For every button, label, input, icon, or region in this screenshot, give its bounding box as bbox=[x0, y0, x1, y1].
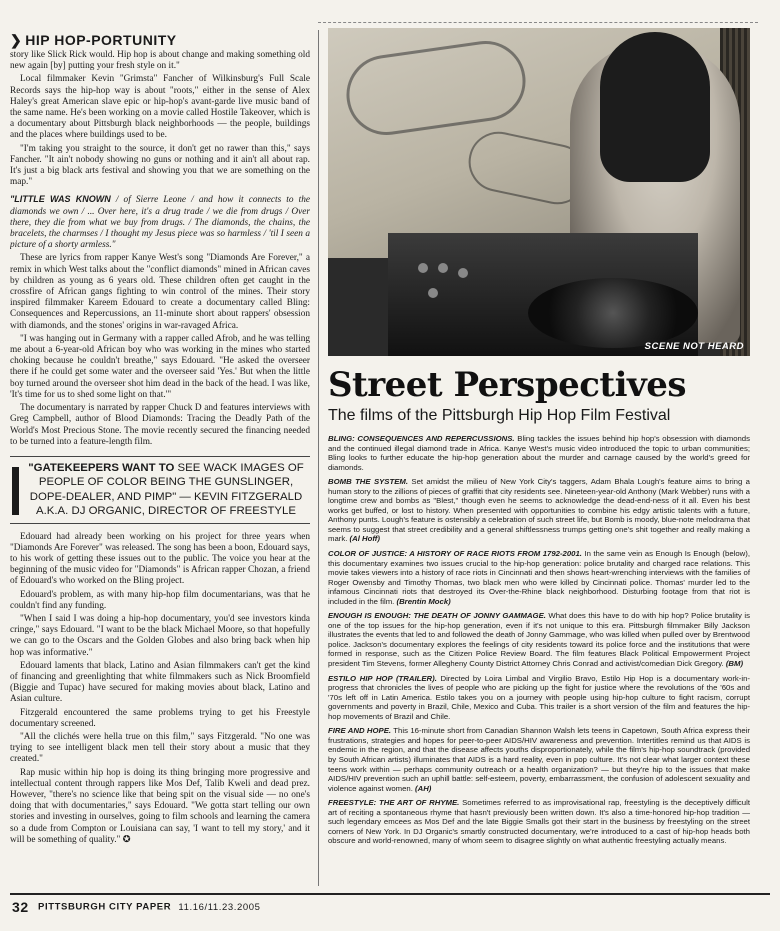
film-title: FREESTYLE: THE ART OF RHYME. bbox=[328, 798, 460, 808]
pull-quote-bar bbox=[12, 467, 19, 515]
paragraph: Edouard laments that black, Latino and Asian filmmakers can't get the kind of financing and greenlighting that white filmmakers such as Nick Broomfield (Biggie and Tupac) have secured for making movies about black, Latino and Asian culture. bbox=[10, 660, 310, 705]
film-description: Bling tackles the issues behind hip hop's obsession with diamonds and the continued illegal diamond trade in Africa. Kanye West's music video introduced the topic to urban communities; Bling looks to further educate the hip-hop generation about the murder and carnage caused by the world's greed for diamonds. bbox=[328, 434, 750, 472]
film-title: COLOR OF JUSTICE: A HISTORY OF RACE RIOTS FROM 1792-2001. bbox=[328, 549, 582, 559]
photo-credit: SCENE NOT HEARD bbox=[644, 341, 744, 352]
dj-hair bbox=[600, 32, 710, 182]
right-column bbox=[328, 28, 750, 851]
section-header bbox=[10, 30, 310, 50]
film-description: This 16-minute short from Canadian Shannon Walsh lets teens in Capetown, South Africa express their frustrations, strategies and hopes for peer-to-peer AIDS/HIV awareness and prevention. Intertitles remind us that AIDS is endemic in the region, and that the disease affects youths disproportionately, while the film's hip-hop soundtrack (provided by South African artists) illuminates that AIDS is a hard reality, even in pop culture. It's not clear what larger context these teens work within — perhaps community outreach or a health organization? — but they're hip to the issues that make AIDS/HIV prevention such an uphill battle: self-esteem, poverty, embarrassment, the confusion of adolescent sexuality and violence against women. bbox=[328, 726, 750, 793]
paragraph: "I'm taking you straight to the source, it don't get no rawer than this," says Fancher. "It ain't nobody showing no guns or nothing and it ain't all about rap. It's just a big black arts festival and showing you that we are something on the map." bbox=[10, 143, 310, 188]
top-dashed-rule bbox=[318, 22, 758, 23]
paragraph: "I was hanging out in Germany with a rapper called Afrob, and he was telling me about a 6-year-old African boy who was working in the mines who started choking because he couldn't breathe," says Edouard. "He asked the overseer there if he could get some water and the overseer said 'Yes.' But when the little boy turned around the overseer shot him dead in the back of the head. I was like, 'It's time for us to shed some light on that.'" bbox=[10, 333, 310, 400]
film-entries bbox=[328, 434, 750, 846]
mixer-knob bbox=[458, 268, 468, 278]
paragraph: "When I said I was doing a hip-hop documentary, you'd see investors kinda cringe," says Edouard. "I want to be the black Michael Moore, so that hopefully we can go to the Oscars and the Golden Globes and also bring back when hip hop was informative." bbox=[10, 613, 310, 658]
film-description: Directed by Loira Limbal and Virgilio Bravo, Estilo Hip Hop is a documentary work-in-progress that chronicles the lives of people who are picking up the fight for justice where the revolutions of the '60s and '70s left off in Latin America. Estilo takes you on a journey with people using hip-hop culture to fight racism, corrupt governments and poverty in Brazil, Chile, Mexico and Cuba. This trailer is a short version of the film and features the hip-hop movements of Brazil and Chile. bbox=[328, 673, 751, 721]
mixer-knob bbox=[418, 263, 428, 273]
paragraph: Edouard's problem, as with many hip-hop film documentarians, was that he couldn't find any funding. bbox=[10, 589, 310, 611]
article-body-b bbox=[10, 253, 310, 447]
turntable bbox=[528, 278, 698, 348]
film-entry bbox=[328, 726, 750, 793]
film-title: ESTILO HIP HOP (TRAILER). bbox=[328, 673, 437, 683]
footer-rule bbox=[10, 893, 770, 895]
film-entry bbox=[328, 611, 750, 668]
mixer-knob bbox=[428, 288, 438, 298]
film-description: In the same vein as Enough Is Enough (below), this documentary examines two issues crucial to the hip-hop generation: police brutality and charged race relations. This movie takes viewers into a history of race riots in Cincinnati and then shows heart-wrenching interviews with the families of Roger Owensby and Timothy Thomas, two black men who were killed by Cincinnati police. Thomas' murder led to the infamous Cincinnati riots that destroyed its Over-the-Rhine black neighborhood. Disturbing footage from that riot is included in the film. bbox=[328, 549, 750, 606]
publication-name: PITTSBURGH CITY PAPER bbox=[38, 901, 172, 913]
chevron-right-icon: ❯ bbox=[10, 32, 23, 48]
film-description: Set amidst the milieu of New York City's taggers, Adam Bhala Lough's feature aims to bring a human story to the zillions of pieces of graffiti that city residents see. Nineteen-year-old Anthony (Mark Webber) runs with a longtime crew and bombs as "Blest," though even he seems to acknowledge the dead-end-ness of it all. Even his best works get buffed, or lost to history. When presented with opportunities to combine his edgy artistic talents with a future, Anthony punts. Lough's feature is ostensibly a celebration of such street life, but Bomb is moody, blue-note melodrama that seems to suggest that street credibility and a general shiftlessness trumps getting one's shit together and really making a mark. bbox=[328, 477, 750, 544]
film-byline: (BM) bbox=[723, 659, 744, 669]
film-description: Sometimes referred to as improvisational rap, freestyling is the deceptively difficult art of reciting a spontaneous rhyme that hasn't previously been written down. It's also a time-honored hip-hop tradition — such legendary emcees as Mos Def and the late Biggie Smalls got their start in the business by freestyling on the street corners of New York. In DJ Organic's smartly constructed documentary, we're introduced to a cast of hip-hop heads both obscure and world-renowned, many of whom seem to disagree slightly on what authentic freestyling actually means. bbox=[328, 798, 750, 846]
pull-quote-lead: "GATEKEEPERS WANT TO bbox=[28, 461, 175, 474]
film-title: BLING: CONSEQUENCES AND REPERCUSSIONS. bbox=[328, 434, 515, 443]
lyric-text: / of Sierre Leone / and how it connects to the diamonds we own / ... Over here, it's a drug trade / we die from drugs / Over there, they die from what we buy from drugs. / The diamonds, the chains, the bracelets, the charmses / I thought my Jesus piece was so harmless / 'til I seen a picture of a shorty armless." bbox=[10, 195, 310, 251]
film-entry bbox=[328, 674, 750, 722]
left-column bbox=[10, 30, 310, 886]
article-body-c bbox=[10, 532, 310, 846]
pull-quote bbox=[10, 456, 310, 524]
lyric-lead: "LITTLE WAS KNOWN bbox=[10, 194, 111, 205]
film-entry bbox=[328, 798, 750, 846]
article-body-a bbox=[10, 50, 310, 188]
column-divider bbox=[318, 30, 319, 886]
paragraph: Local filmmaker Kevin "Grimsta" Fancher of Wilkinsburg's Full Scale Records says the hip-hop way is about "roots," either in the sense of Alex Haley's great American slave epic or hip-hop's avant-garde live music band of the same name. He's been working on a movie called Hostile Takeover, which is a documentary about Pittsburgh black neighborhoods — the people, buildings and the places where buildings used to be. bbox=[10, 74, 310, 141]
paragraph: Rap music within hip hop is doing its thing bringing more progressive and intellectual content through rappers like Mos Def, Talib Kweli and dead prez. However, "there's no science like that being spit on the visual side — no one's doing that with documentaries," says Edouard. "We gotta start telling our own stories and investing in ourselves, going to film schools and learning the camera so a dude from Compton or Louisiana can say, 'I want to tell my story,' and it will be something of quality." ✪ bbox=[10, 767, 310, 845]
dj-photo bbox=[328, 28, 750, 356]
film-entry bbox=[328, 477, 750, 544]
paragraph: Fitzgerald encountered the same problems trying to get his Freestyle documentary screened. bbox=[10, 707, 310, 729]
page-footer bbox=[12, 899, 261, 915]
pull-quote-text bbox=[26, 461, 306, 519]
lyric-block bbox=[10, 194, 310, 251]
paragraph: story like Slick Rick would. Hip hop is about change and making something old new again [by] putting your fresh style on it." bbox=[10, 50, 310, 72]
mixer-knob bbox=[438, 263, 448, 273]
film-byline: (AH) bbox=[412, 783, 432, 793]
film-title: FIRE AND HOPE. bbox=[328, 726, 392, 736]
film-title: ENOUGH IS ENOUGH: THE DEATH OF JONNY GAMMAGE. bbox=[328, 611, 546, 621]
paragraph: These are lyrics from rapper Kanye West's song "Diamonds Are Forever," a remix in which West talks about the "conflict diamonds" mined in African caves by children as young as 6 years old. These children often get caught in the crossfire of African gangs fighting to win control of the mines. Their story inspired filmmaker Kareem Edouard to create a documentary called Bling: Consequences and Repercussions, an 11-minute short about rappers' obsession with diamonds, and the stones' origins in war-ravaged Africa. bbox=[10, 253, 310, 331]
section-header-label: HIP HOP-PORTUNITY bbox=[25, 32, 177, 48]
paragraph: The documentary is narrated by rapper Chuck D and features interviews with Greg Campbell, author of Blood Diamonds: Tracing the Deadly Path of the World's Most Precious Stone. The movie recently secured the financing needed to be turned into a feature-length film. bbox=[10, 403, 310, 447]
paragraph: Edouard had already been working on his project for three years when "Diamonds Are Forever" was released. The song has been a boon, Edouard says, to his work of getting these issues out to the public. The voice you hear at the beginning of the music video for "Diamonds" is African rapper Chozan, a friend of Edouard's who worked on the Bling project. bbox=[10, 531, 310, 587]
film-title: BOMB THE SYSTEM. bbox=[328, 477, 408, 487]
film-byline: (Brentin Mock) bbox=[394, 596, 451, 606]
film-description: What does this have to do with hip hop? Police brutality is one of the top issues for the hip-hop generation, even if it's not unique to this era. Pittsburgh filmmaker Billy Jackson illustrates the events that led to and followed the death of Jonny Gammage, who was killed when pulled over by Brentwood police. Jackson's documentary explores the feelings of city residents toward its police force and the institutions that were formed in response, such as the Citizen Police Review Board. The film features Black Political Empowerment Project president Tim Stevens, former Allegheny County District Attorney Chris Conrad and activist/comedian Dick Gregory. bbox=[328, 611, 751, 669]
film-entry bbox=[328, 434, 750, 472]
page-number: 32 bbox=[12, 899, 29, 915]
headline: Street Perspectives bbox=[328, 365, 687, 405]
film-byline: (Al Hoff) bbox=[347, 534, 380, 544]
pull-quote-rest: SEE WACK IMAGES OF PEOPLE OF COLOR BEING THE GUNSLINGER, DOPE-DEALER, AND PIMP" — KEVIN FITZGERALD A.K.A. DJ ORGANIC, DIRECTOR OF FREESTYLE bbox=[29, 461, 304, 518]
subhead: The films of the Pittsburgh Hip Hop Film Festival bbox=[328, 407, 671, 424]
film-entry bbox=[328, 549, 750, 606]
issue-date: 11.16/11.23.2005 bbox=[178, 901, 261, 913]
paragraph: "All the clichés were hella true on this film," says Fitzgerald. "No one was trying to see intelligent black men tell their story about a music that they created." bbox=[10, 731, 310, 765]
